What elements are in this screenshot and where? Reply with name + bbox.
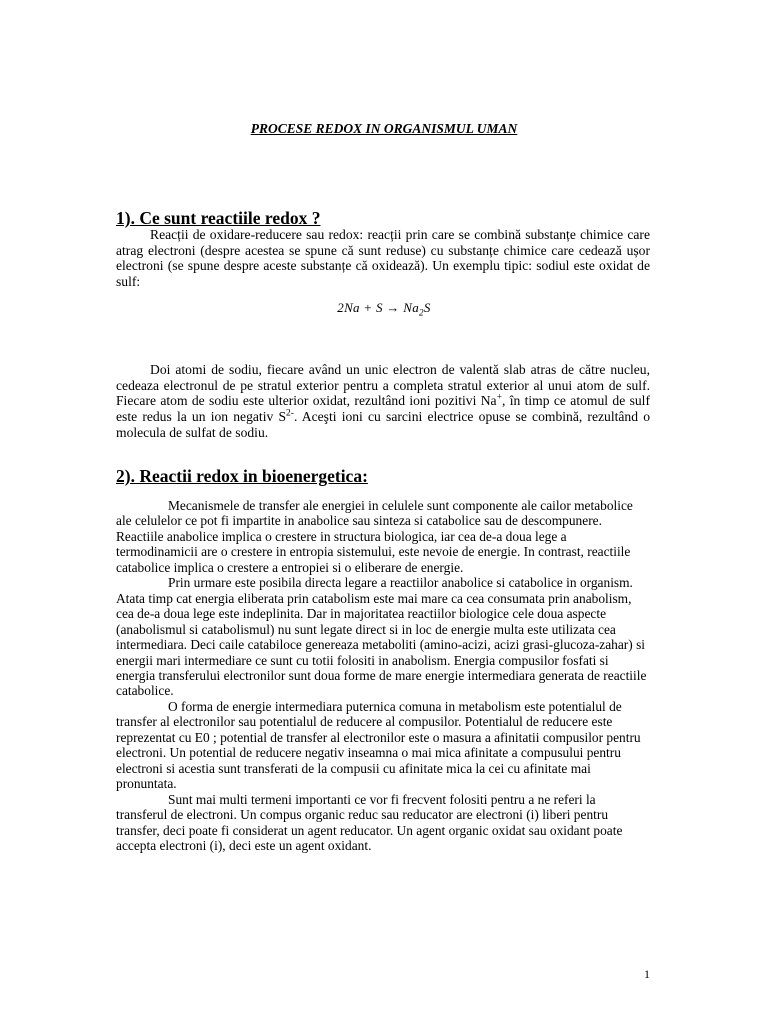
- equation-product-end: S: [423, 300, 431, 315]
- section-2-heading: 2). Reactii redox in bioenergetica:: [116, 466, 368, 486]
- section-1-intro: [116, 227, 650, 290]
- section-2-paragraph: O forma de energie intermediara puternica comuna in metabolism este potentialul de transfer al electronilor sau potentialul de reducere al compusilor. Potentialul de reducere este reprezentat cu E0 ; potential de transfer al electronilor este o masura a afinitatii compusilor pentru electroni. Un potential de reducere negativ inseamna o mai mica afinitate a compusului pentru electroni si acestia sunt transferati de la compusii cu afinitate mica la cei cu afinitate mai pronuntata.: [116, 698, 641, 792]
- chemical-equation: [0, 300, 768, 316]
- section-2-paragraph: Mecanismele de transfer ale energiei in celulele sunt componente ale cailor metabolice ale celulelor ce pot fi impartite in anabolice sau sinteza si catabolice sau de descompunere. Reactiile anabolice implica o crestere in structura biologica, iar cea de-a doua lege a termodinamicii are o crestere in entropia sistemului, este nevoie de energie. In contrast, reactiile catabolice implica o crestere a entropiei si o eliberare de energie.: [116, 498, 633, 575]
- sulfur-charge: 2-: [286, 408, 294, 419]
- equation-arrow: →: [386, 300, 400, 315]
- section-2-paragraph: Prin urmare este posibila directa legare a reactiilor anabolice si catabolice in organism. Atata timp cat energia eliberata prin catabolism este mai mare ca cea consumata prin anabolism, cea de-a doua lege este indeplinita. Dar in majoritatea reactiilor biologice cele doua aspecte (anabolismul si catabolismul) nu sunt legate direct si in loc de energie multa este utilizata cea intermediara. Deci caile catabiloce genereaza metaboliti (amino-acizi, acizi grasi-glucoza-zahar) si energii mari intermediare ce sunt cu totii folositi in anabolism. Energia compusilor fosfati si energia transferului electronilor sunt doua forme de mare energie intermediara generata de reactiile catabolice.: [116, 575, 647, 699]
- section-1-paragraph-2: [116, 362, 650, 441]
- section-2-body: [116, 498, 650, 853]
- para-text: . Aceşti ioni cu sarcini electrice opuse se combină, rezultând o molecula de sulfat de sodiu.: [116, 409, 650, 440]
- sodium-charge: +: [496, 392, 502, 403]
- section-1-paragraph: Reacții de oxidare-reducere sau redox: reacții prin care se combină substanțe chimice care atrag electroni (despre acestea se spune că sunt reduse) cu substanțe chimice care cedează ușor electroni (se spune despre aceste substanțe că oxidează). Un exemplu tipic: sodiul este oxidat de sulf:: [116, 227, 650, 290]
- page-number: 1: [644, 967, 650, 981]
- document-title: PROCESE REDOX IN ORGANISMUL UMAN: [250, 121, 518, 136]
- para-text: Doi atomi de sodiu, fiecare având un unic electron de valentă slab atras de către nucleu, cedeaza electronul de pe stratul exterior pentru a completa stratul exterior al unui atom de sulf. Fiecare atom de sodiu este ulterior oxidat, rezultând ioni pozitivi Na: [116, 362, 650, 409]
- equation-reactants: 2Na + S: [337, 300, 383, 315]
- equation-product: Na: [403, 300, 420, 315]
- equation-subscript: 2: [419, 307, 424, 318]
- section-1-heading: 1). Ce sunt reactiile redox ?: [116, 208, 321, 228]
- para-text: , în timp ce atomul de sulf este redus la un ion negativ S: [116, 393, 650, 425]
- section-1-explanation: [116, 362, 650, 441]
- section-2-paragraph: Sunt mai multi termeni importanti ce vor fi frecvent folositi pentru a ne referi la transferul de electroni. Un compus organic reduc sau reducator are electroni (i) liberi pentru transfer, deci poate fi considerat un agent reducator. Un agent organic oxidat sau oxidant poate accepta electroni (i), deci este un agent oxidant.: [116, 791, 623, 853]
